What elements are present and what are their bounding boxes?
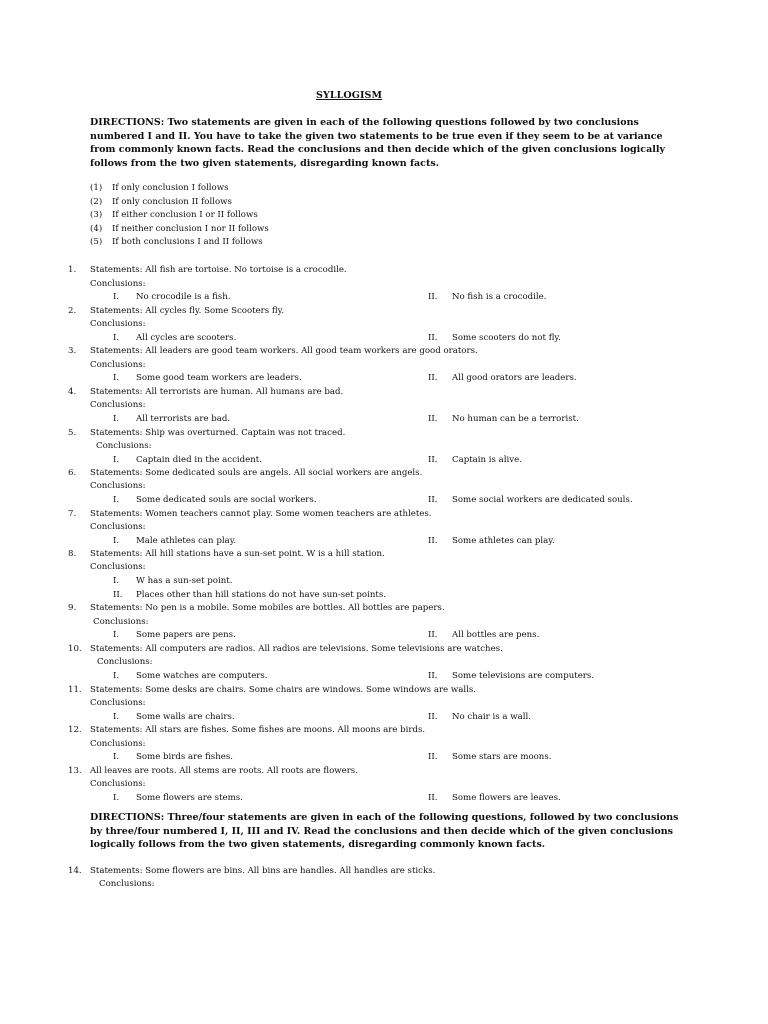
conclusion-1: Some birds are fishes. [136, 752, 233, 762]
conclusions-label: Conclusions: [90, 400, 146, 410]
question-number: 3. [68, 346, 77, 356]
option-text: If only conclusion I follows [112, 183, 229, 193]
page-title: SYLLOGISM [316, 90, 383, 101]
conclusions-label: Conclusions: [99, 879, 155, 889]
question-number: 13. [68, 766, 82, 776]
question-statement: Statements: All cycles fly. Some Scooters fly. [90, 306, 285, 316]
option-number: (1) [90, 183, 103, 193]
conclusions-label: Conclusions: [90, 360, 146, 370]
directions-label: DIRECTIONS: [90, 117, 165, 128]
conclusion-2-number: II. [428, 333, 438, 343]
conclusion-1-number: I. [113, 455, 120, 465]
conclusion-2: All bottles are pens. [452, 630, 540, 640]
question-statement: Statements: Some dedicated souls are angels. All social workers are angels. [90, 468, 423, 478]
option-text: If only conclusion II follows [112, 196, 232, 207]
conclusion-1-number: I. [113, 414, 120, 424]
conclusion-2-number: II. [428, 495, 438, 505]
option-text: If neither conclusion I nor II follows [112, 223, 269, 234]
question-statement: Statements: All terrorists are human. All humans are bad. [90, 387, 344, 397]
conclusion-1-number: I. [113, 752, 120, 762]
conclusion-1: All cycles are scooters. [136, 333, 237, 343]
conclusion-1-number: I. [113, 630, 120, 640]
question-statement: Statements: All hill stations have a sun-set point. W is a hill station. [90, 549, 385, 559]
answer-option [90, 196, 269, 210]
conclusion-2-number: II. [428, 671, 438, 681]
answer-option [90, 236, 269, 250]
conclusion-1-number: I. [113, 712, 120, 722]
conclusion-1-number: I. [113, 576, 120, 586]
conclusion-1-number: I. [113, 793, 120, 803]
conclusions-label: Conclusions: [90, 319, 146, 329]
conclusion-2: Captain is alive. [452, 455, 522, 465]
conclusion-1-number: I. [113, 536, 120, 546]
conclusion-2: No human can be a terrorist. [452, 414, 579, 424]
conclusion-1: Some walls are chairs. [136, 712, 235, 722]
conclusion-2: Some athletes can play. [452, 536, 555, 546]
conclusion-2-number: II. [428, 292, 438, 302]
conclusion-2-number: II. [428, 536, 438, 546]
answer-option [90, 209, 269, 223]
question-statement: Statements: No pen is a mobile. Some mobiles are bottles. All bottles are papers. [90, 603, 445, 613]
option-text: If both conclusions I and II follows [112, 237, 263, 248]
question-number: 1. [68, 265, 77, 275]
conclusions-label: Conclusions: [90, 522, 146, 532]
question-number: 14. [68, 866, 82, 876]
conclusion-2-number: II. [428, 455, 438, 465]
conclusion-1-number: I. [113, 671, 120, 681]
conclusion-1: Captain died in the accident. [136, 455, 262, 465]
conclusions-label: Conclusions: [90, 779, 146, 789]
conclusion-2: Some social workers are dedicated souls. [452, 495, 633, 505]
conclusion-1: Some flowers are stems. [136, 793, 243, 803]
conclusion-2: No chair is a wall. [452, 712, 531, 722]
question-number: 12. [68, 725, 82, 735]
conclusion-1: Male athletes can play. [136, 536, 237, 546]
conclusion-2-number: II. [428, 414, 438, 424]
conclusion-1: No crocodile is a fish. [136, 292, 231, 302]
directions-text: Three/four statements are given in each of the following questions, followed by two conclusions by three/four numbered I, II, III and IV. Read the conclusions and then decide which of the given conclusions logically follows from the two given statements, disregarding commonly known facts. [90, 812, 679, 851]
conclusion-1: Some papers are pens. [136, 630, 236, 640]
answer-option [90, 223, 269, 237]
question-statement: All leaves are roots. All stems are roots. All roots are flowers. [90, 766, 358, 776]
conclusion-1: Some good team workers are leaders. [136, 373, 302, 383]
option-text: If either conclusion I or II follows [112, 210, 258, 221]
option-number: (3) [90, 210, 103, 221]
question-number: 2. [68, 306, 77, 316]
conclusions-label: Conclusions: [90, 279, 146, 289]
conclusion-1-number: I. [113, 292, 120, 302]
conclusion-1-number: I. [113, 495, 120, 505]
conclusion-1-number: I. [113, 333, 120, 343]
conclusion-2-number: II. [428, 630, 438, 640]
conclusions-label: Conclusions: [90, 698, 146, 708]
conclusion-1-number: I. [113, 373, 120, 383]
question-number: 6. [68, 468, 77, 478]
option-number: (5) [90, 237, 103, 248]
question-statement: Statements: All fish are tortoise. No tortoise is a crocodile. [90, 265, 347, 275]
conclusion-2: Some scooters do not fly. [452, 333, 561, 343]
question-number: 9. [68, 603, 77, 613]
question-number: 5. [68, 428, 77, 438]
conclusions-label: Conclusions: [90, 739, 146, 749]
conclusion-2: Some flowers are leaves. [452, 793, 561, 803]
answer-option [90, 182, 269, 196]
conclusions-label: Conclusions: [93, 617, 149, 627]
directions-label: DIRECTIONS: [90, 812, 165, 823]
question-statement: Statements: Some flowers are bins. All bins are handles. All handles are sticks. [90, 866, 436, 876]
question-statement: Statements: Ship was overturned. Captain was not traced. [90, 428, 346, 438]
conclusion-2: No fish is a crocodile. [452, 292, 547, 302]
conclusion-1: All terrorists are bad. [136, 414, 231, 424]
conclusion-1: Some dedicated souls are social workers. [136, 495, 317, 505]
option-number: (2) [90, 196, 103, 207]
directions-paragraph-2 [90, 811, 680, 852]
question-statement: Statements: Some desks are chairs. Some chairs are windows. Some windows are walls. [90, 685, 476, 695]
conclusion-2-number: II. [113, 590, 123, 600]
conclusions-label: Conclusions: [97, 657, 153, 667]
conclusions-label: Conclusions: [90, 481, 146, 491]
conclusions-label: Conclusions: [90, 562, 146, 572]
option-number: (4) [90, 223, 103, 234]
question-number: 7. [68, 509, 77, 519]
question-statement: Statements: All leaders are good team workers. All good team workers are good orators. [90, 346, 478, 356]
conclusion-2: All good orators are leaders. [452, 373, 577, 383]
directions-paragraph-1 [90, 116, 680, 170]
conclusion-1: W has a sun-set point. [136, 576, 233, 586]
question-statement: Statements: All computers are radios. All radios are televisions. Some televisions are watches. [90, 644, 503, 654]
question-number: 4. [68, 387, 77, 397]
question-number: 11. [68, 685, 82, 695]
conclusion-2: Places other than hill stations do not have sun-set points. [136, 590, 386, 600]
conclusion-2-number: II. [428, 752, 438, 762]
directions-text: Two statements are given in each of the following questions followed by two conclusions numbered I and II. You have to take the given two statements to be true even if they seem to be at variance from commonly known facts. Read the conclusions and then decide which of the given conclusions logically follows from the two given statements, disregarding known facts. [90, 117, 665, 169]
question-number: 8. [68, 549, 77, 559]
conclusion-1: Some watches are computers. [136, 671, 268, 681]
conclusion-2: Some televisions are computers. [452, 671, 595, 681]
conclusion-2-number: II. [428, 373, 438, 383]
question-number: 10. [68, 644, 82, 654]
question-statement: Statements: All stars are fishes. Some fishes are moons. All moons are birds. [90, 725, 426, 735]
conclusion-2-number: II. [428, 793, 438, 803]
conclusion-2-number: II. [428, 712, 438, 722]
question-statement: Statements: Women teachers cannot play. Some women teachers are athletes. [90, 509, 432, 519]
conclusions-label: Conclusions: [96, 441, 152, 451]
answer-options-list [90, 182, 269, 250]
conclusion-2: Some stars are moons. [452, 752, 552, 762]
